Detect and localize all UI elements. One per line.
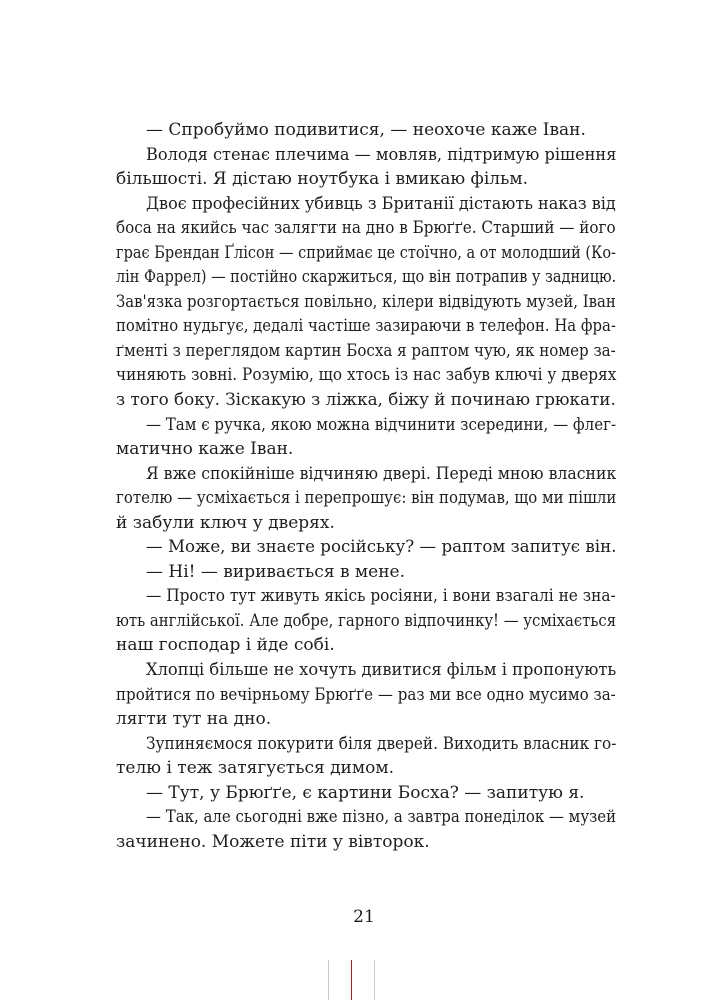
text-line: матично каже Іван. <box>116 439 294 460</box>
text-line: з того боку. Зіскакую з ліжка, біжу й починаю грюкати. <box>116 390 616 411</box>
text-line: — Тут, у Брюґґе, є картини Босха? — запитую я. <box>146 782 585 803</box>
left-gray-rule <box>328 960 329 1000</box>
text-line: Володя стенає плечима — мовляв, підтримую рішення <box>146 144 617 165</box>
text-line: — Там є ручка, якою можна відчинити зсередини, — флег- <box>146 414 617 435</box>
page-number: 21 <box>353 907 375 927</box>
text-line: — Просто тут живуть якісь росіяни, і вони взагалі не зна- <box>146 586 616 607</box>
text-line: наш господар і йде собі. <box>116 635 335 656</box>
text-line: ють англійської. Але добре, гарного відпочинку! — усміхається <box>116 610 617 631</box>
text-line: телю і теж затягується димом. <box>116 758 394 779</box>
text-line: Двоє професійних убивць з Британії дістають наказ від <box>146 193 616 214</box>
text-line: чиняють зовні. Розумію, що хтось із нас забув ключі у дверях <box>116 365 617 386</box>
center-red-rule <box>351 960 352 1000</box>
text-line: помітно нудьгує, дедалі частіше зазираючи в телефон. На фра- <box>116 316 616 337</box>
text-line: пройтися по вечірньому Брюґґе — раз ми все одно мусимо за- <box>116 684 616 705</box>
text-line: Я вже спокійніше відчиняю двері. Переді мною власник <box>146 463 617 484</box>
text-line: лягти тут на дно. <box>116 709 272 730</box>
text-line: — Ні! — виривається в мене. <box>146 561 406 582</box>
text-line: боса на якийсь час залягти на дно в Брюґґе. Старший — його <box>116 218 616 239</box>
text-line: — Так, але сьогодні вже пізно, а завтра понеділок — музей <box>146 807 617 828</box>
text-line: Хлопці більше не хочуть дивитися фільм і пропонують <box>146 660 617 681</box>
text-line: зачинено. Можете піти у вівторок. <box>116 831 430 852</box>
text-line: Зав'язка розгортається повільно, кілери відвідують музей, Іван <box>116 291 616 312</box>
page-body-text <box>116 118 616 854</box>
text-line: готелю — усміхається і перепрошує: він подумав, що ми пішли <box>116 488 617 509</box>
text-line: ґменті з переглядом картин Босха я раптом чую, як номер за- <box>116 340 616 361</box>
text-line: більшості. Я дістаю ноутбука і вмикаю фільм. <box>116 169 528 190</box>
text-line: лін Фаррел) — постійно скаржиться, що він потрапив у задницю. <box>116 267 617 288</box>
text-line: й забули ключ у дверях. <box>116 512 335 533</box>
right-gray-rule <box>374 960 375 1000</box>
text-line: грає Брендан Ґлісон — сприймає це стоїчно, а от молодший (Ко- <box>116 242 616 263</box>
text-line: Зупиняємося покурити біля дверей. Виходить власник го- <box>146 733 617 754</box>
text-line: — Спробуймо подивитися, — неохоче каже Іван. <box>146 120 586 140</box>
text-line: — Може, ви знаєте російську? — раптом запитує він. <box>146 537 617 558</box>
